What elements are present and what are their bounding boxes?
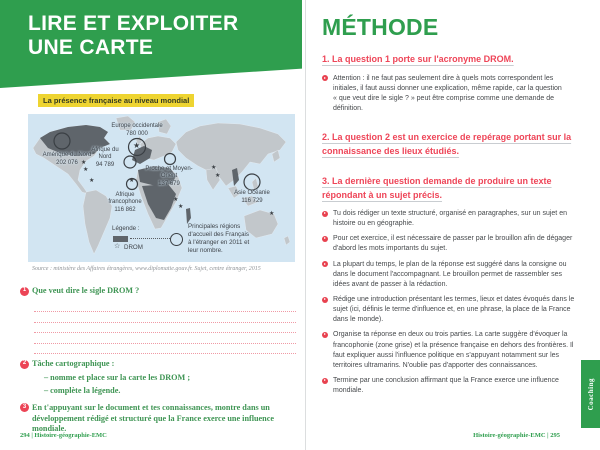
map-label-asia-oceania: Asie Océanie 116 729 [234,190,270,204]
page-title [28,12,238,59]
method-title: MÉTHODE [322,14,439,40]
drom-star-icon: ★ [215,173,221,179]
target-arrow-icon [322,378,328,384]
drom-star-icon: ★ [133,141,141,150]
legend-circle-text: Principales régions d'accueil des Français à l'étranger en 2011 et leur nombre. [188,223,250,255]
answer-line [34,312,296,323]
drom-star-icon: ★ [83,167,89,173]
map-label-francophone-africa: Afrique francophone 116 862 [108,192,142,213]
legend-drom-label: DROM [124,244,143,251]
drom-star-icon: ★ [211,165,217,171]
page-number-right: Histoire-géographie-EMC | 295 [473,432,560,439]
right-page [322,0,578,450]
bullet-text: Organise ta réponse en deux ou trois parties. La carte suggère d'évoquer la francophonie (zone grise) et la présence française en dehors des frontières. Il faut expliquer aussi l'influence politique en s'appuyant notamment sur les territoires ultramarins. N'oublie pas d'apporter des connaissances. [333,331,574,369]
legend-connector [130,238,170,239]
star-outline-icon: ☆ [114,243,121,250]
bullet-text: La plupart du temps, le plan de la réponse est suggéré dans la consigne ou dans le document l'accompagnant. Le brouillon permet de rassembler ses idées avant de passer à la rédaction. [333,260,567,288]
bullet-text: Rédige une introduction présentant les termes, lieux et dates évoqués dans le sujet (ici, définis le terme d'influence et, en une phrase, la place de la France dans le monde). [333,296,575,324]
method-bullet [322,330,578,371]
drom-star-icon: ★ [178,204,184,210]
target-arrow-icon [322,211,328,217]
bullet-text: Pour cet exercice, il est nécessaire de passer par le brouillon afin de dégager d'abord les mots importants du sujet. [333,235,573,253]
method-step-1-heading: 1. La question 1 porte sur l'acronyme DROM. [322,54,514,64]
drom-star-icon: ★ [89,178,95,184]
map-caption: La présence française au niveau mondial [38,94,194,107]
coaching-tab-label: Coaching [586,377,595,411]
method-bullet [322,209,578,229]
question-2-subitem: – nomme et place sur la carte les DROM ; [44,372,191,382]
map-label-middle-east: Proche et Moyen-Orient 137 679 [145,166,193,187]
drom-star-icon: ★ [129,178,135,184]
answer-line [34,344,296,355]
drom-star-icon: ★ [269,211,275,217]
legend-title: Légende : [112,225,140,232]
target-arrow-icon [322,261,328,267]
answer-line [34,333,296,344]
question-3 [20,403,296,435]
legend-zone-swatch [113,236,128,242]
question-number-badge: 3 [20,403,29,412]
map-label-europe: Europe occidentale 780 000 [111,123,163,137]
questions-block [20,286,296,435]
question-number-badge: 2 [20,360,29,369]
page-title-line1: LIRE ET EXPLOITER [28,12,239,35]
question-2-text: Tâche cartographique : [32,359,115,369]
bullet-text: Termine par une conclusion affirmant que la France exerce une influence mondiale. [333,377,559,395]
question-number-badge: 1 [20,287,29,296]
page-number-left: 294 | Histoire-géographie-EMC [20,432,107,439]
world-map [28,114,295,262]
map-source: Source : ministère des Affaires étrangères, www.diplomatie.gouv.fr. Sujet, centre étranger, 2015 [32,266,261,272]
method-bullet [322,376,578,396]
question-2-subitem: – complète la légende. [44,385,121,395]
page-divider [305,0,306,450]
question-1 [20,286,296,297]
method-bullet [322,74,578,115]
drom-star-icon: ★ [81,160,87,166]
question-2 [20,359,296,396]
page-title-line2: UNE CARTE [28,35,154,59]
coaching-tab [581,360,600,428]
method-bullet [322,260,578,290]
map-label-north-africa: Afrique du Nord 94 789 [91,147,119,168]
answer-lines [34,302,296,355]
legend-circle-icon [170,233,183,246]
method-bullet [322,234,578,254]
method-bullet [322,295,578,325]
bullet-text: Tu dois rédiger un texte structuré, organisé en paragraphes, sur un sujet en histoire ou en géographie. [333,210,567,228]
target-arrow-icon [322,236,328,242]
method-step-2-heading: 2. La question 2 est un exercice de repérage portant sur la connaissance des lieux étudiés. [322,132,572,156]
method-step-3-heading: 3. La dernière question demande de produire un texte répondant à un sujet précis. [322,176,552,200]
question-1-text: Que veut dire le sigle DROM ? [32,286,140,295]
question-3-text: En t'appuyant sur le document et tes connaissances, montre dans un développement rédigé et structuré que la France exerce une influence mondiale. [32,402,275,434]
answer-line [34,323,296,334]
target-arrow-icon [322,332,328,338]
target-arrow-icon [322,297,328,303]
target-arrow-icon [322,75,328,81]
drom-star-icon: ★ [173,197,179,203]
bullet-text: Attention : il ne faut pas seulement dire à quels mots correspondent les initiales, il faut aussi donner une explication, même rapide, car la question « que veut dire le sigle ? » peut être comprise comme une demande de définition. [333,74,562,112]
map-label-north-america: Amérique du Nord 202 076 [42,152,92,166]
answer-line [34,302,296,313]
